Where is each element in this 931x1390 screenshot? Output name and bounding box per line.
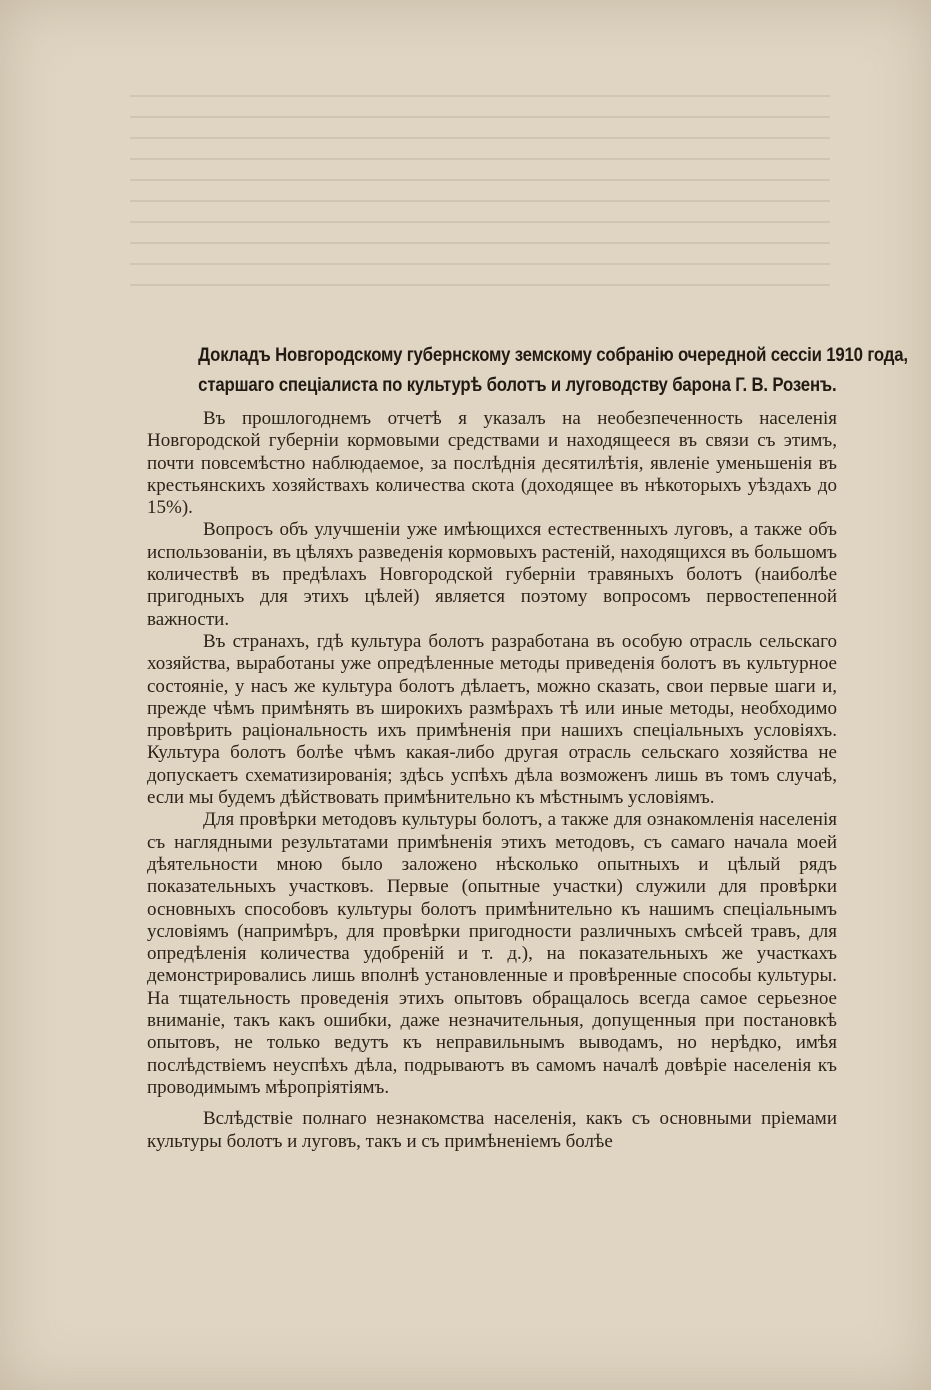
paragraph-2: Вопросъ объ улучшеніи уже имѣющихся естественныхъ луговъ, а также объ использованіи, въ цѣляхъ разведенія кормовыхъ растеній, находящихся въ большомъ количествѣ въ предѣлахъ Новгородской губерніи травяныхъ болотъ (наиболѣе пригодныхъ для этихъ цѣлей) является поэтому вопросомъ первостепенной важности.: [147, 519, 837, 630]
report-body: [147, 408, 837, 1153]
heading-line-1: Докладъ Новгородскому губернскому земскому собранію очередной сессіи 1910 года,: [198, 344, 908, 366]
heading-line-2: старшаго спеціалиста по культурѣ болотъ и луговодству барона Г. В. Розенъ.: [198, 374, 837, 396]
show-through-text: [130, 95, 830, 325]
paragraph-3: Въ странахъ, гдѣ культура болотъ разработана въ особую отрасль сельскаго хозяйства, выработаны уже опредѣленные методы приведенія болотъ въ культурное состояніе, у насъ же культура болотъ дѣлаетъ, можно сказать, свои первые шаги и, прежде чѣмъ примѣнять въ широкихъ размѣрахъ тѣ или иные методы, необходимо провѣрить раціональность ихъ примѣненія при нашихъ спеціальныхъ условіяхъ. Культура болотъ болѣе чѣмъ какая-либо другая отрасль сельскаго хозяйства не допускаетъ схематизированія; здѣсь успѣхъ дѣла возможенъ лишь въ томъ случаѣ, если мы будемъ дѣйствовать примѣнительно къ мѣстнымъ условіямъ.: [147, 630, 837, 809]
report-heading: [150, 340, 908, 400]
paragraph-5: Вслѣдствіе полнаго незнакомства населенія, какъ съ основными пріемами культуры болотъ и луговъ, такъ и съ примѣненіемъ болѣе: [147, 1108, 837, 1152]
paragraph-1: Въ прошлогоднемъ отчетѣ я указалъ на необезпеченность населенія Новгородской губерніи кормовыми средствами и находящееся въ связи съ этимъ, почти повсемѣстно наблюдаемое, за послѣднія десятилѣтія, явленіе уменьшенія въ крестьянскихъ хозяйствахъ количества скота (доходящее въ нѣкоторыхъ уѣздахъ до 15%).: [147, 408, 837, 519]
paragraph-4: Для провѣрки методовъ культуры болотъ, а также для ознакомленія населенія съ наглядными результатами примѣненія этихъ методовъ, съ самаго начала моей дѣятельности мною было заложено нѣсколько опытныхъ и цѣлый рядъ показательныхъ участковъ. Первые (опытные участки) служили для провѣрки основныхъ способовъ культуры болотъ примѣнительно къ нашимъ спеціальнымъ условіямъ (напримѣръ, для провѣрки пригодности различныхъ смѣсей травъ, для опредѣленія количества удобреній и т. д.), на показательныхъ же участкахъ демонстрировались лишь вполнѣ установленные и провѣренные способы культуры. На тщательность проведенія этихъ опытовъ обращалось всегда самое серьезное вниманіе, такъ какъ ошибки, даже незначительныя, допущенныя при постановкѣ опытовъ, не только ведутъ къ неправильнымъ выводамъ, но нерѣдко, имѣя послѣдствіемъ неуспѣхъ дѣла, подрываютъ въ самомъ началѣ довѣріе населенія къ проводимымъ мѣропріятіямъ.: [147, 809, 837, 1098]
